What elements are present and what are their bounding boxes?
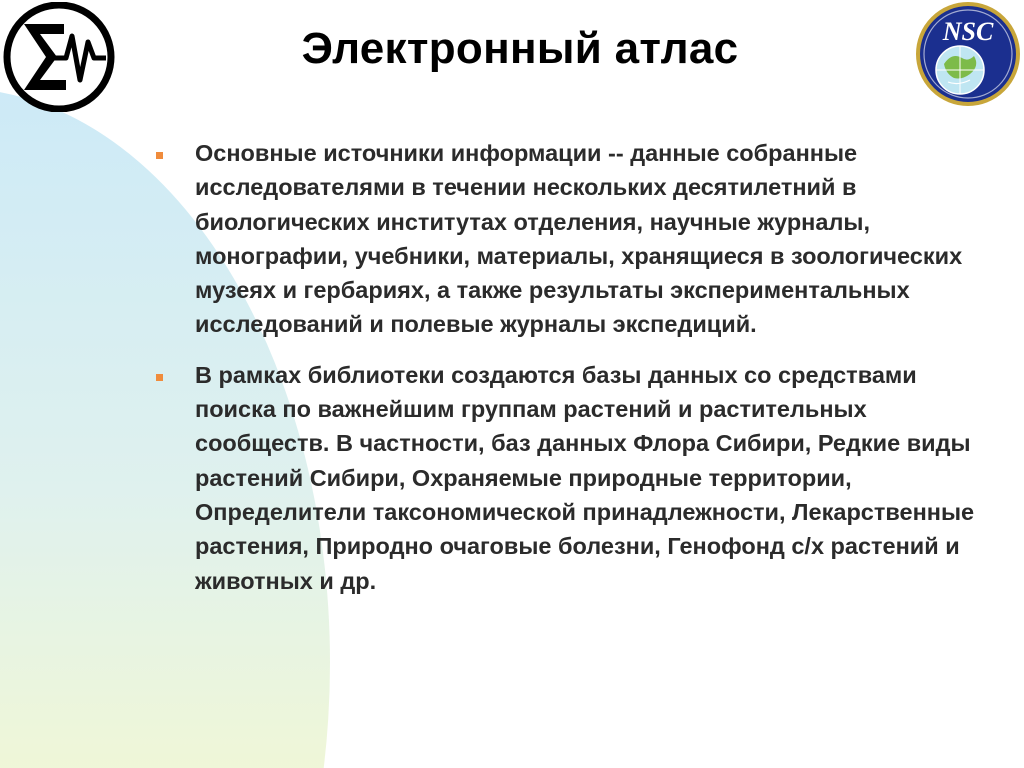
bullet-item (156, 136, 991, 342)
bullet-list (156, 136, 991, 598)
bullet-text: Основные источники информации -- данные собранные исследователями в течении нескольких десятилетний в биологических институтах отделения, научные журналы, монографии, учебники, материалы, хранящиеся в зоологических музеях и гербариях, а также результаты экспериментальных исследований и полевые журналы экспедиций. (195, 140, 963, 338)
sigma-logo-icon (2, 2, 118, 112)
bullet-square-icon (156, 152, 163, 159)
bullet-item (156, 358, 991, 598)
nsc-globe-logo-icon (912, 0, 1024, 108)
slide-title: Электронный атлас (301, 24, 739, 73)
bullet-text: В рамках библиотеки создаются базы данных со средствами поиска по важнейшим группам растений и растительных сообществ. В частности, баз данных Флора Сибири, Редкие виды растений Сибири, Охраняемые природные территории, Определители таксономической принадлежности, Лекарственные растения, Природно очаговые болезни, Генофонд с/х растений и животных и др. (195, 361, 975, 594)
bullet-square-icon (156, 374, 163, 381)
nsc-logo-text: NSC (942, 17, 994, 46)
